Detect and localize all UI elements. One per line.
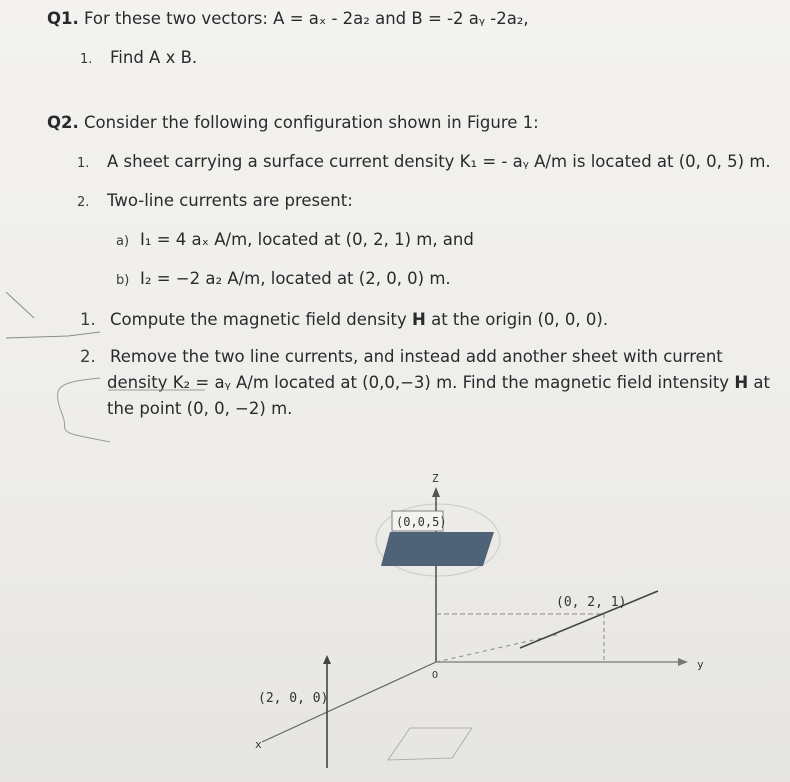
q2-task-1-text: Compute the magnetic field density <box>110 310 413 329</box>
origin-label: O <box>432 670 439 681</box>
x-axis-label: x <box>255 738 262 751</box>
q2-label: Q2. <box>47 113 79 132</box>
q2-task-2-line1: Remove the two line currents, and instead add another sheet with current <box>110 347 723 366</box>
line-current-1-label: (0, 2, 1) <box>556 595 627 610</box>
q1-text: For these two vectors: A = aₓ - 2a₂ and B = -2 aᵧ -2a₂, <box>84 9 529 28</box>
q2-task-1-text-end: at the origin (0, 0, 0). <box>425 310 609 329</box>
q2-task-2-line2-end: at <box>748 373 770 392</box>
line-current-2-label: (2, 0, 0) <box>258 691 329 706</box>
q2-task-1-number: 1. <box>80 310 96 329</box>
current-sheet <box>381 532 494 566</box>
q1-label: Q1. <box>47 9 79 28</box>
q2-subitem-a-text: I₁ = 4 aₓ A/m, located at (0, 2, 1) m, and <box>140 230 474 249</box>
z-axis-arrow-icon <box>432 487 440 497</box>
q2-subitem-b-text: I₂ = −2 a₂ A/m, located at (2, 0, 0) m. <box>140 269 451 288</box>
q2-subitem-b-number: b) <box>116 273 130 288</box>
q2-task-2-line2-text: density K₂ = aᵧ A/m located at (0,0,−3) m. Find the magnetic field intensity <box>107 373 735 392</box>
dashed-line-diagonal <box>436 634 560 662</box>
q2-task-2-line3-text: the point (0, 0, −2) m. <box>107 399 293 418</box>
q2-task-1-bold: H <box>412 310 426 329</box>
line-current-2-arrow-icon <box>323 655 331 664</box>
pencil-sketch <box>388 728 472 760</box>
q2-item-1-text: A sheet carrying a surface current density K₁ = - aᵧ A/m is located at (0, 0, 5) m. <box>107 152 771 171</box>
sheet-label: (0,0,5) <box>396 515 447 529</box>
y-axis-arrow-icon <box>678 658 688 666</box>
y-axis-label: y <box>697 658 704 671</box>
q2-item-1-number: 1. <box>77 156 90 171</box>
q2-text: Consider the following configuration shown in Figure 1: <box>84 113 539 132</box>
q2-task-2-number: 2. <box>80 347 96 366</box>
z-axis-label: Z <box>432 472 439 485</box>
q1-item-text: Find A x B. <box>110 48 198 67</box>
q2-item-2-text: Two-line currents are present: <box>107 191 353 210</box>
q2-subitem-a-number: a) <box>116 234 130 249</box>
q2-item-2-number: 2. <box>77 195 90 210</box>
q1-item-number: 1. <box>80 52 93 67</box>
q2-task-2-bold: H <box>734 373 749 392</box>
